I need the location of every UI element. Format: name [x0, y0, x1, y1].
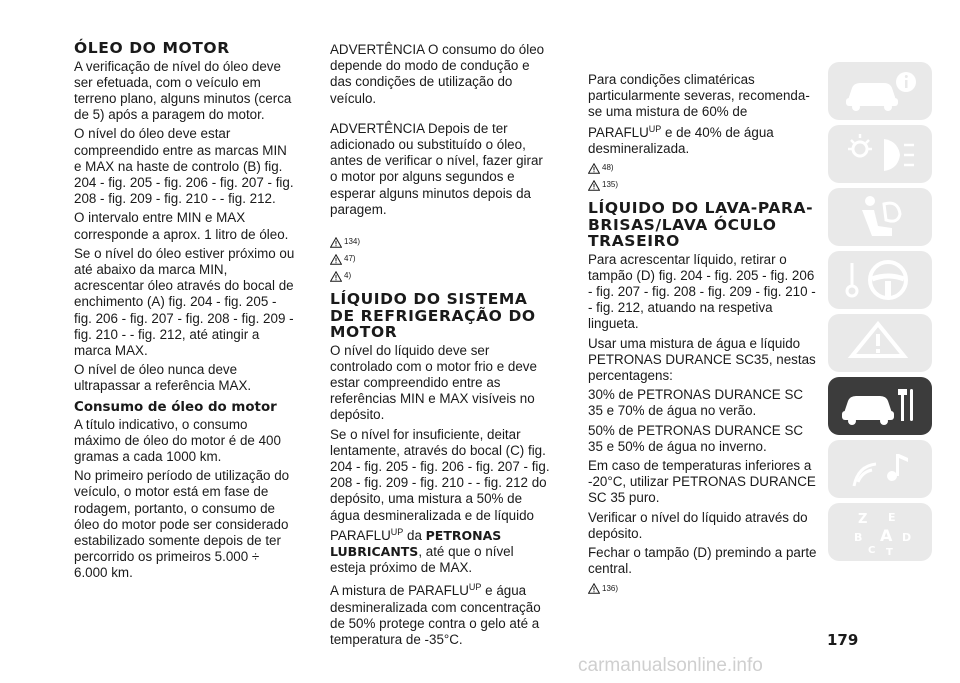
section-title-washer-fluid: LÍQUIDO DO LAVA-PARA-BRISAS/LAVA ÓCULO TRASEIRO	[588, 199, 814, 251]
paragraph: A título indicativo, o consumo máximo de óleo do motor é de 400 gramas a cada 1000 km.	[74, 416, 281, 464]
svg-text:B: B	[854, 531, 863, 544]
chapter-tabs	[828, 62, 932, 566]
car-info-icon	[838, 66, 922, 116]
warning-reference[interactable]: 135)	[588, 177, 818, 194]
tab-safety[interactable]	[828, 188, 932, 246]
paragraph: 30% de PETRONAS DURANCE SC 35 e 70% de água no verão.	[588, 387, 804, 419]
tab-dashboard[interactable]	[828, 125, 932, 183]
car-wrench-icon	[838, 381, 922, 431]
column-3	[588, 72, 818, 597]
warning-reference[interactable]: 4)	[330, 268, 552, 285]
tab-servicing-and-care[interactable]	[828, 377, 932, 435]
paragraph: Verificar o nível do líquido através do depósito.	[588, 509, 808, 541]
paragraph: O nível de óleo nunca deve ultrapassar a referência MAX.	[74, 362, 252, 394]
warning-triangle-icon	[588, 583, 600, 594]
column-1	[74, 40, 296, 585]
paragraph: O nível do óleo deve estar compreendido entre as marcas MIN e MAX na haste de controlo (B) fig. 204 - fig. 205 - fig. 206 - fig. 207 - fig. 208 - fig. 209 - fig. 210 - - fig. 212.	[74, 126, 294, 207]
paragraph: No primeiro período de utilização do veículo, o motor está em fase de rodagem, portanto, o consumo de óleo do motor pode ser considerado estabilizado somente depois de ter percorrido os primeiros 5.000 ÷ 6.000 km.	[74, 468, 290, 581]
paragraph: Em caso de temperaturas inferiores a -20°C, utilizar PETRONAS DURANCE SC 35 puro.	[588, 457, 816, 506]
svg-text:T: T	[886, 547, 893, 557]
tab-multimedia[interactable]	[828, 440, 932, 498]
svg-text:E: E	[888, 511, 896, 524]
multimedia-icon	[838, 444, 922, 494]
warning-reference[interactable]: 134)	[330, 234, 552, 251]
paragraph: A mistura de $PARAFLU^{UP}$ e água desmineralizada com concentração de 50% protege contra o gelo até a temperatura de -35°C.	[330, 582, 541, 647]
dashboard-lights-icon	[838, 129, 922, 179]
svg-text:D: D	[902, 531, 912, 544]
airbag-seat-icon	[838, 192, 922, 242]
paragraph: Para acrescentar líquido, retirar o tampão (D) fig. 204 - fig. 205 - fig. 206 - fig. 207 - fig. 208 - fig. 209 - fig. 210 - - fig. 212, atuando na respetiva lingueta.	[588, 251, 816, 332]
alphabetical-index-icon	[838, 507, 922, 557]
tab-alphabetical-index[interactable]	[828, 503, 932, 561]
warning-triangle-icon	[330, 237, 342, 248]
svg-text:C: C	[868, 545, 876, 556]
section-title-coolant: LÍQUIDO DO SISTEMA DE REFRIGERAÇÃO DO MOTOR	[330, 290, 536, 342]
svg-text:A: A	[880, 526, 893, 545]
warning-triangle-icon	[330, 254, 342, 265]
warning-triangle-icon	[588, 163, 600, 174]
paragraph: Se o nível for insuficiente, deitar lentamente, através do bocal (C) fig. 204 - fig. 205 - fig. 206 - fig. 207 - fig. 208 - fig. 209 - fig. 210 - - fig. 212 do depósito, uma mistura a 50% de água desmineralizada e de líquido $PARAFLU^{UP}$ da PETRONAS LUBRICANTS, até que o nível esteja próximo de MAX.	[330, 426, 550, 576]
svg-text:Z: Z	[858, 512, 868, 527]
warning-reference[interactable]: 47)	[330, 251, 552, 268]
advertencia-note: ADVERTÊNCIA Depois de ter adicionado ou substituído o óleo, antes de verificar o nível, fazer girar o motor por alguns segundos e esperar alguns minutos depois da paragem.	[330, 120, 543, 217]
subsection-title-oil-consumption: Consumo de óleo do motor	[74, 399, 277, 415]
tab-starting-driving[interactable]	[828, 251, 932, 309]
warning-triangle-icon	[588, 180, 600, 191]
paragraph: 50% de PETRONAS DURANCE SC 35 e 50% de água no inverno.	[588, 422, 804, 454]
paragraph: Fechar o tampão (D) premindo a parte central.	[588, 544, 817, 577]
emergency-warning-icon	[838, 318, 922, 368]
paragraph: Se o nível do óleo estiver próximo ou até abaixo da marca MIN, acrescentar óleo através do bocal de enchimento (A) fig. 204 - fig. 205 - fig. 206 - fig. 207 - fig. 208 - fig. 209 - fig. 210 - - fig. 212, até atingir a marca MAX.	[74, 245, 295, 358]
key-steering-wheel-icon	[838, 255, 922, 305]
paragraph: Para condições climatéricas particularmente severas, recomenda-se uma mistura de 60% de $PARAFLU^{UP}$ e de 40% de água desmineralizada.	[588, 72, 810, 156]
warning-triangle-icon	[330, 271, 342, 282]
warning-reference[interactable]: 48)	[588, 160, 818, 177]
tab-in-an-emergency[interactable]	[828, 314, 932, 372]
page-number: 179	[827, 631, 859, 649]
section-title-engine-oil: ÓLEO DO MOTOR	[74, 39, 230, 57]
paragraph: O intervalo entre MIN e MAX corresponde a aprox. 1 litro de óleo.	[74, 210, 289, 242]
warning-reference[interactable]: 136)	[588, 580, 818, 597]
paragraph: O nível do líquido deve ser controlado com o motor frio e deve estar compreendido entre as referências MIN e MAX visíveis no depósito.	[330, 342, 537, 423]
column-2	[330, 42, 552, 651]
watermark-footer: carmanualsonline.info	[578, 655, 763, 676]
tab-knowing-your-car[interactable]	[828, 62, 932, 120]
paragraph: A verificação de nível do óleo deve ser efetuada, com o veículo em terreno plano, alguns minutos (cerca de 5) após a paragem do motor.	[74, 58, 292, 123]
paragraph: Usar uma mistura de água e líquido PETRONAS DURANCE SC35, nestas percentagens:	[588, 335, 816, 383]
advertencia-note: ADVERTÊNCIA O consumo do óleo depende do modo de condução e das condições de utilização do veículo.	[330, 42, 545, 106]
